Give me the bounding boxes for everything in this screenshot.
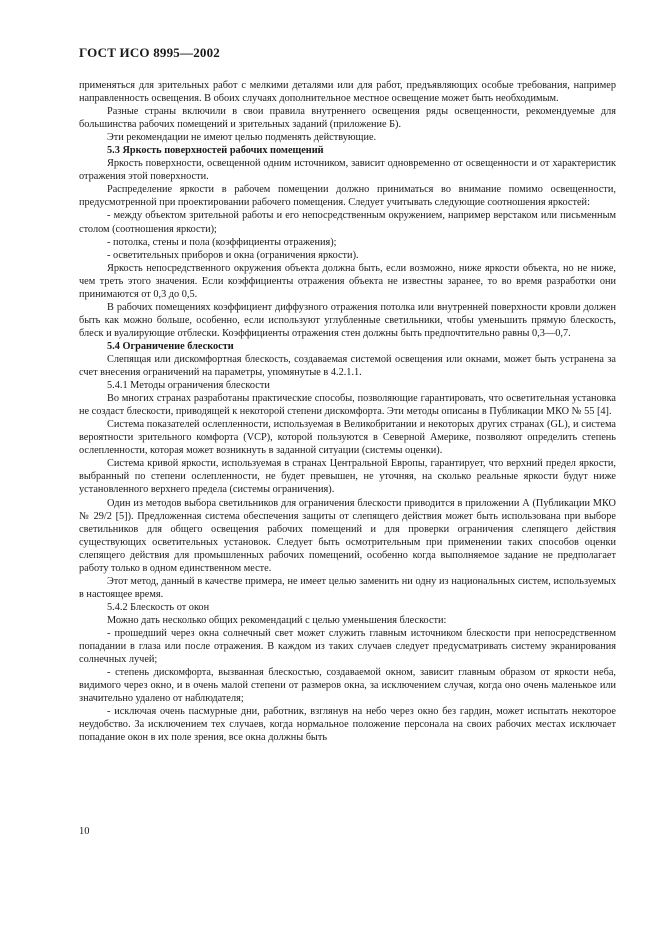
paragraph: Распределение яркости в рабочем помещении должно приниматься во внимание помимо освещенности, предусмотренной при проектировании рабочего помещения. Следует учитывать следующие соотношения яркостей:	[79, 184, 616, 209]
page-number: 10	[79, 826, 90, 837]
section-heading: 5.3 Яркость поверхностей рабочих помещений	[107, 145, 324, 157]
paragraph: - степень дискомфорта, вызванная блескостью, создаваемой окном, зависит главным образом от яркости неба, видимого через окно, и в очень малой степени от размеров окна, за исключением случая, когда оно очень маленькое или значительно удалено от наблюдателя;	[79, 667, 616, 705]
paragraph: - исключая очень пасмурные дни, работник, взглянув на небо через окно без гардин, может испытать некоторое неудобство. За исключением тех случаев, когда нормальное положение персонала на своих рабочих местах исключает попадание окон в их поле зрения, все окна должны быть	[79, 706, 616, 744]
paragraph: Система показателей ослепленности, используемая в Великобритании и некоторых других странах (GL), и система вероятности зрительного комфорта (VCP), которой пользуются в Северной Америке, позволяют определить степень ослепленности, которая может возникнуть в заданной ситуации (системы оценки).	[79, 419, 616, 457]
paragraph: - осветительных приборов и окна (ограничения яркости).	[107, 249, 359, 261]
paragraph: Можно дать несколько общих рекомендаций с целью уменьшения блескости:	[107, 614, 447, 626]
section-heading: 5.4 Ограничение блескости	[107, 340, 234, 352]
document-header: ГОСТ ИСО 8995—2002	[79, 45, 220, 60]
paragraph: 5.4.1 Методы ограничения блескости	[107, 380, 270, 392]
paragraph: Этот метод, данный в качестве примера, не имеет целью заменить ни одну из национальных систем, используемых в настоящее время.	[79, 575, 616, 600]
paragraph: применяться для зрительных работ с мелкими деталями или для работ, предъявляющих особые требования, например направленность освещения. В обоих случаях дополнительное местное освещение может быть необходимым.	[79, 80, 616, 105]
paragraph: - прошедший через окна солнечный свет может служить главным источником блескости при непосредственном попадании в глаза или после отражения. В каждом из таких случаев следует предусматривать систему экранирования солнечных лучей;	[79, 627, 616, 666]
paragraph: Яркость поверхности, освещенной одним источником, зависит одновременно от освещенности и от характеристик отражения этой поверхности.	[79, 158, 616, 183]
paragraph: Разные страны включили в свои правила внутреннего освещения ряды освещенности, рекомендуемые для большинства рабочих помещений и зрительных заданий (приложение Б).	[79, 106, 616, 131]
paragraph: - между объектом зрительной работы и его непосредственным окружением, например верстаком или письменным столом (соотношения яркости);	[79, 210, 616, 235]
paragraph: Эти рекомендации не имеют целью подменять действующие.	[107, 132, 377, 144]
paragraph: 5.4.2 Блескость от окон	[107, 601, 210, 613]
paragraph: Яркость непосредственного окружения объекта должна быть, если возможно, ниже яркости объекта, но не ниже, чем треть этого значения. Если коэффициенты отражения объекта не известны заранее, то во время разработки они принимаются от 0,3 до 0,5.	[79, 262, 616, 300]
paragraph: Слепящая или дискомфортная блескость, создаваемая системой освещения или окнами, может быть устранена за счет внесения ограничений на параметры, упомянутые в 4.2.1.1.	[79, 353, 616, 379]
paragraph: - потолка, стены и пола (коэффициенты отражения);	[107, 236, 337, 248]
paragraph: Во многих странах разработаны практические способы, позволяющие гарантировать, что осветительная установка не создаст блескости, приводящей к некоторой степени дискомфорта. Эти методы описаны в Публикации МКО № 55 [4].	[79, 393, 616, 418]
paragraph: Один из методов выбора светильников для ограничения блескости приводится в приложении А (Публикации МКО № 29/2 [5]). Предложенная система обеспечения защиты от слепящего действия может быть использована при выборе светильников для общего освещения рабочих помещений и для проверки ограничения слепящего действия существующих осветительных установок. Следует быть осмотрительным при применении таких способов оценки слепящего действия для промышленных рабочих помещений, особенно когда выполняемое задание не предполагает работу только в одном единственном месте.	[79, 497, 616, 574]
paragraph: Система кривой яркости, используемая в странах Центральной Европы, гарантирует, что верхний предел яркости, выбранный по степени ослепленности, не будет превышен, не уточняя, на сколько реальные яркости будут ниже установленного верхнего предела (системы ограничения).	[79, 458, 616, 496]
paragraph: В рабочих помещениях коэффициент диффузного отражения потолка или внутренней поверхности кровли должен быть как можно больше, особенно, если используют углубленные светильники, чтобы уменьшить прямую блескость, блеск и вуалирующие отблески. Коэффициенты отражения стен должны быть предпочтительно равны 0,3—0,7.	[79, 301, 616, 339]
document-body	[79, 79, 616, 744]
